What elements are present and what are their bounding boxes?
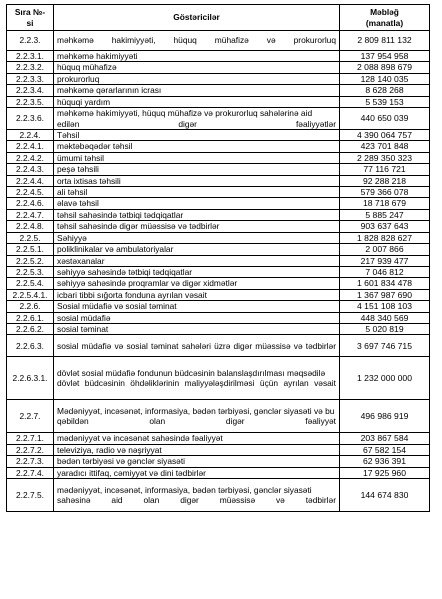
- table-row: [7, 221, 430, 232]
- table-row: [7, 141, 430, 152]
- table-row: [7, 323, 430, 334]
- row-number: 2.2.4.2.: [7, 152, 54, 163]
- row-amount: 92 288 218: [340, 175, 430, 186]
- row-amount: 137 954 958: [340, 51, 430, 62]
- table-row: [7, 96, 430, 107]
- row-indicator: mədəniyyət və incəsənət sahəsində fəaliyyət: [54, 433, 340, 444]
- row-number: 2.2.4.7.: [7, 209, 54, 220]
- table-row: [7, 62, 430, 73]
- row-amount: 1 367 987 690: [340, 289, 430, 300]
- table-row: [7, 187, 430, 198]
- row-amount: 579 366 078: [340, 187, 430, 198]
- row-amount: 2 289 350 323: [340, 152, 430, 163]
- row-indicator: mədəniyyət, incəsənət, informasiya, bədən tərbiyəsi, gənclər siyasəti sahəsinə aid olan digər müəssisə və tədbirlər: [54, 478, 340, 511]
- row-indicator: Sosial müdafiə və sosial təminat: [54, 301, 340, 312]
- row-indicator: ümumi təhsil: [54, 152, 340, 163]
- row-amount: 496 986 919: [340, 400, 430, 433]
- header-number: Sıra №-si: [7, 5, 54, 31]
- table-row: [7, 400, 430, 433]
- table-row: [7, 85, 430, 96]
- row-amount: 1 601 834 478: [340, 278, 430, 289]
- row-indicator: peşə təhsili: [54, 164, 340, 175]
- table-row: [7, 335, 430, 357]
- row-amount: 5 020 819: [340, 323, 430, 334]
- row-indicator: sosial müdafiə: [54, 312, 340, 323]
- table-row: [7, 51, 430, 62]
- row-amount: 2 809 811 132: [340, 31, 430, 51]
- table-row: [7, 301, 430, 312]
- row-indicator: poliklinikalar və ambulatoriyalar: [54, 244, 340, 255]
- row-indicator: məhkəmə qərarlarının icrası: [54, 85, 340, 96]
- row-number: 2.2.4.: [7, 130, 54, 141]
- row-amount: 18 718 679: [340, 198, 430, 209]
- row-number: 2.2.6.2.: [7, 323, 54, 334]
- row-indicator: Mədəniyyət, incəsənət, informasiya, bədən tərbiyəsi, gənclər siyasəti və bu qəbildən olan digər fəaliyyət: [54, 400, 340, 433]
- table-row: [7, 456, 430, 467]
- row-amount: 2 088 898 679: [340, 62, 430, 73]
- row-indicator: məhkəmə hakimiyyəti: [54, 51, 340, 62]
- row-number: 2.2.5.4.: [7, 278, 54, 289]
- row-amount: 217 939 477: [340, 255, 430, 266]
- table-row: [7, 152, 430, 163]
- row-amount: 2 007 866: [340, 244, 430, 255]
- row-number: 2.2.3.5.: [7, 96, 54, 107]
- row-amount: 4 151 108 103: [340, 301, 430, 312]
- row-amount: 144 674 830: [340, 478, 430, 511]
- row-indicator: Səhiyyə: [54, 232, 340, 243]
- row-number: 2.2.3.3.: [7, 73, 54, 84]
- row-amount: 7 046 812: [340, 266, 430, 277]
- table-row: [7, 312, 430, 323]
- row-indicator: Təhsil: [54, 130, 340, 141]
- row-indicator: dövlət sosial müdafiə fondunun büdcəsinin balanslaşdırılması məqsədilə dövlət büdcəsinin öhdəliklərinin maliyyələşdirilməsi üçün ayrılan vəsait: [54, 357, 340, 400]
- row-number: 2.2.5.4.1.: [7, 289, 54, 300]
- row-amount: 5 885 247: [340, 209, 430, 220]
- row-number: 2.2.4.3.: [7, 164, 54, 175]
- row-number: 2.2.5.3.: [7, 266, 54, 277]
- row-indicator: təhsil sahəsində tətbiqi tədqiqatlar: [54, 209, 340, 220]
- table-row: [7, 130, 430, 141]
- row-indicator: məktəbəqədər təhsil: [54, 141, 340, 152]
- row-indicator: sosial təminat: [54, 323, 340, 334]
- row-indicator: məhkəmə hakimiyyəti, hüquq mühafizə və prokurorluq: [54, 31, 340, 51]
- table-row: [7, 478, 430, 511]
- table-row: [7, 164, 430, 175]
- row-number: 2.2.7.2.: [7, 444, 54, 455]
- row-amount: 5 539 153: [340, 96, 430, 107]
- table-row: [7, 357, 430, 400]
- row-number: 2.2.6.: [7, 301, 54, 312]
- row-number: 2.2.5.: [7, 232, 54, 243]
- row-indicator: icbari tibbi sığorta fonduna ayrılan vəsait: [54, 289, 340, 300]
- row-amount: 3 697 746 715: [340, 335, 430, 357]
- table-body: [7, 31, 430, 512]
- row-number: 2.2.7.: [7, 400, 54, 433]
- table-row: [7, 255, 430, 266]
- row-amount: 440 650 039: [340, 108, 430, 130]
- row-indicator: sosial müdafiə və sosial təminat sahələri üzrə digər müəssisə və tədbirlər: [54, 335, 340, 357]
- row-indicator: yaradıcı ittifaq, cəmiyyət və dini tədbirlər: [54, 467, 340, 478]
- row-amount: 8 628 268: [340, 85, 430, 96]
- row-number: 2.2.3.2.: [7, 62, 54, 73]
- row-indicator: hüquq mühafizə: [54, 62, 340, 73]
- row-number: 2.2.4.6.: [7, 198, 54, 209]
- header-row: [7, 5, 430, 31]
- row-number: 2.2.4.1.: [7, 141, 54, 152]
- table-row: [7, 31, 430, 51]
- table-row: [7, 244, 430, 255]
- table-row: [7, 73, 430, 84]
- row-indicator: səhiyyə sahəsində proqramlar və digər xidmətlər: [54, 278, 340, 289]
- row-amount: 17 925 960: [340, 467, 430, 478]
- row-amount: 128 140 035: [340, 73, 430, 84]
- table-row: [7, 467, 430, 478]
- table-row: [7, 433, 430, 444]
- row-number: 2.2.3.6.: [7, 108, 54, 130]
- row-indicator: orta ixtisas təhsili: [54, 175, 340, 186]
- row-number: 2.2.3.4.: [7, 85, 54, 96]
- table-row: [7, 108, 430, 130]
- row-amount: 77 116 721: [340, 164, 430, 175]
- row-amount: 1 828 828 627: [340, 232, 430, 243]
- table-row: [7, 209, 430, 220]
- table-row: [7, 289, 430, 300]
- row-number: 2.2.7.5.: [7, 478, 54, 511]
- row-number: 2.2.6.3.1.: [7, 357, 54, 400]
- table-row: [7, 278, 430, 289]
- header-amount: Məbləğ (manatla): [340, 5, 430, 31]
- row-number: 2.2.7.3.: [7, 456, 54, 467]
- row-indicator: səhiyyə sahəsində tətbiqi tədqiqatlar: [54, 266, 340, 277]
- row-number: 2.2.7.4.: [7, 467, 54, 478]
- row-indicator: prokurorluq: [54, 73, 340, 84]
- row-amount: 1 232 000 000: [340, 357, 430, 400]
- table-row: [7, 198, 430, 209]
- row-number: 2.2.6.1.: [7, 312, 54, 323]
- row-amount: 67 582 154: [340, 444, 430, 455]
- row-number: 2.2.7.1.: [7, 433, 54, 444]
- row-indicator: televiziya, radio və nəşriyyat: [54, 444, 340, 455]
- row-number: 2.2.5.2.: [7, 255, 54, 266]
- table-row: [7, 232, 430, 243]
- row-indicator: hüquqi yardım: [54, 96, 340, 107]
- row-number: 2.2.5.1.: [7, 244, 54, 255]
- row-indicator: xəstəxanalar: [54, 255, 340, 266]
- row-amount: 903 637 643: [340, 221, 430, 232]
- row-indicator: təhsil sahəsində digər müəssisə və tədbirlər: [54, 221, 340, 232]
- header-indicator: Göstəricilər: [54, 5, 340, 31]
- row-amount: 62 936 391: [340, 456, 430, 467]
- row-number: 2.2.4.8.: [7, 221, 54, 232]
- row-number: 2.2.4.5.: [7, 187, 54, 198]
- row-indicator: ali təhsil: [54, 187, 340, 198]
- row-indicator: bədən tərbiyəsi və gənclər siyasəti: [54, 456, 340, 467]
- budget-table: [6, 4, 430, 512]
- table-row: [7, 175, 430, 186]
- row-amount: 4 390 064 757: [340, 130, 430, 141]
- row-number: 2.2.4.4.: [7, 175, 54, 186]
- row-number: 2.2.3.: [7, 31, 54, 51]
- row-indicator: məhkəmə hakimiyyəti, hüquq mühafizə və prokurorluq sahələrinə aid edilən digər fəaliyyətlər: [54, 108, 340, 130]
- row-amount: 203 867 584: [340, 433, 430, 444]
- table-row: [7, 444, 430, 455]
- row-amount: 423 701 848: [340, 141, 430, 152]
- row-number: 2.2.3.1.: [7, 51, 54, 62]
- table-row: [7, 266, 430, 277]
- row-amount: 448 340 569: [340, 312, 430, 323]
- row-number: 2.2.6.3.: [7, 335, 54, 357]
- row-indicator: əlavə təhsil: [54, 198, 340, 209]
